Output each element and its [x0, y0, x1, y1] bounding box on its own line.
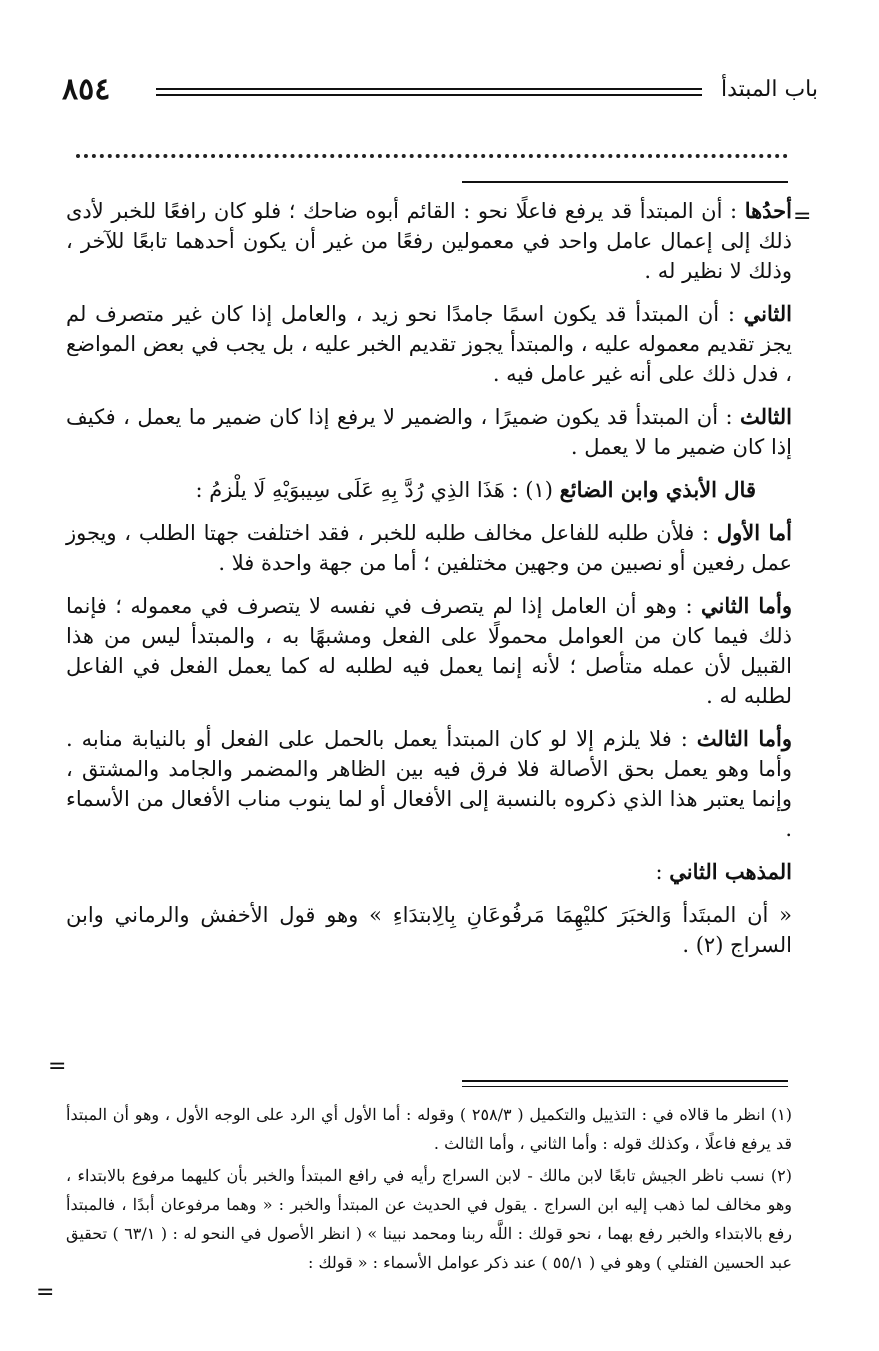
paragraph-lead: أحدُها: [744, 198, 792, 223]
footnote: (١) انظر ما قالاه في : التذييل والتكميل ( ٢٥٨/٣ ) وقوله : أما الأول أي الرد على الوجه الأول ، وهو أن المبتدأ قد يرفع فاعلًا ، وكذلك قوله : وأما الثاني ، وأما الثالث .: [66, 1105, 793, 1153]
paragraph-text: :: [655, 860, 670, 884]
paragraph: [66, 591, 792, 711]
paragraph-lead: وأما الثاني: [700, 593, 793, 618]
chapter-title: باب المبتدأ: [720, 77, 818, 102]
paragraph-lead: الثالث: [740, 404, 792, 429]
paragraph: [66, 196, 792, 286]
section-heading: [66, 857, 792, 887]
paragraph: [66, 724, 792, 844]
paragraph: [66, 475, 792, 505]
footnotes: [66, 1100, 792, 1280]
paragraph: [66, 900, 792, 960]
footnote: (٢) نسب ناظر الجيش تابعًا لابن مالك - لابن السراج رأيه في رافع المبتدأ والخبر بأن كليهما مرفوع بالابتداء ، وهو مخالف لما ذهب إليه ابن السراج . يقول في الحديث عن المبتدأ والخبر : « وهما مرفوعان أبدًا ، فالمبتدأ رفع بالابتداء والخبر رفع بهما ، نحو قولك : اللَّه ربنا ومحمد نبينا » ( انظر الأصول في النحو له : ( ٦٣/١ ) تحقيق عبد الحسين الفتلي ) وهو في ( ٥٥/١ ) عند ذكر عوامل الأسماء : « قولك :: [66, 1166, 793, 1272]
paragraph-text: : فلأن طلبه للفاعل مخالف طلبه للخبر ، فقد اختلفت جهتا الطلب ، ويجوز عمل رفعين أو نصبين من وجهين مختلفين ؛ أما من جهة واحدة فلا .: [66, 521, 792, 575]
main-text: [66, 196, 792, 973]
margin-equals-mark: =: [793, 204, 812, 229]
page-header: [62, 70, 818, 110]
paragraph-text: : أن المبتدأ قد يكون ضميرًا ، والضمير لا يرفع إذا كان ضمير ما يعمل ، فكيف إذا كان ضمير ما لا يعمل .: [66, 405, 792, 459]
page-number: ٨٥٤: [62, 72, 111, 107]
margin-equals-mark: =: [36, 1280, 55, 1305]
paragraph: [66, 518, 792, 578]
paragraph: [66, 299, 792, 389]
paragraph-lead: أما الأول: [716, 520, 792, 545]
paragraph-text: : وهو أن العامل إذا لم يتصرف في نفسه لا يتصرف في معموله ؛ فإنما ذلك فيما كان من العوامل محمولًا على الفعل ومشبهًا به ، والمبتدأ ليس من هذا القبيل لأن عمله متأصل ؛ لأنه إنما يعمل فيه لطلبه له كما يعمل الفعل في الفاعل لطلبه له .: [66, 594, 792, 708]
section-rule: [462, 181, 788, 183]
paragraph-lead: قال الأبذي وابن الضائع: [559, 477, 756, 502]
paragraph-text: : أن المبتدأ قد يكون اسمًا جامدًا نحو زيد ، والعامل إذا كان غير متصرف لم يجز تقديم معموله عليه ، والمبتدأ يجوز تقديم الخبر عليه ، بل يجب في بعض المواضع ، فدل ذلك على أنه غير عامل فيه .: [66, 302, 792, 386]
dotted-separator: [76, 154, 788, 158]
margin-equals-mark: =: [48, 1054, 67, 1079]
paragraph-text: (١) : هَذَا الذِي رُدَّ بِهِ عَلَى سِيبوَيْهِ لَا يلْزمُ :: [195, 478, 560, 502]
footnote-rule: [462, 1080, 788, 1087]
paragraph: [66, 402, 792, 462]
paragraph-text: : أن المبتدأ قد يرفع فاعلًا نحو : القائم أبوه ضاحك ؛ فلو كان رافعًا للخبر لأدى ذلك إلى إعمال عامل واحد في معمولين رفعًا من غير أن يكون أحدهما تابعًا للآخر ، وذلك لا نظير له .: [66, 199, 792, 283]
paragraph-lead: المذهب الثاني: [669, 859, 792, 884]
paragraph-lead: الثاني: [743, 301, 792, 326]
paragraph-text: « أن المبتَدأ وَالخبَرَ كليْهِمَا مَرفُوعَانِ بِالِابتدَاءِ » وهو قول الأخفش والرماني وابن السراج (٢) .: [66, 903, 792, 957]
paragraph-lead: وأما الثالث: [696, 726, 792, 751]
header-double-rule: [156, 88, 702, 96]
paragraph-text: : فلا يلزم إلا لو كان المبتدأ يعمل بالحمل على الفعل أو بالنيابة منابه . وأما وهو يعمل بحق الأصالة فلا فرق فيه بين الظاهر والمضمر والجامد والمشتق ، وإنما يعتبر هذا الذي ذكروه بالنسبة إلى الأفعال أو لما ينوب مناب الأفعال من الأسماء .: [66, 727, 792, 841]
